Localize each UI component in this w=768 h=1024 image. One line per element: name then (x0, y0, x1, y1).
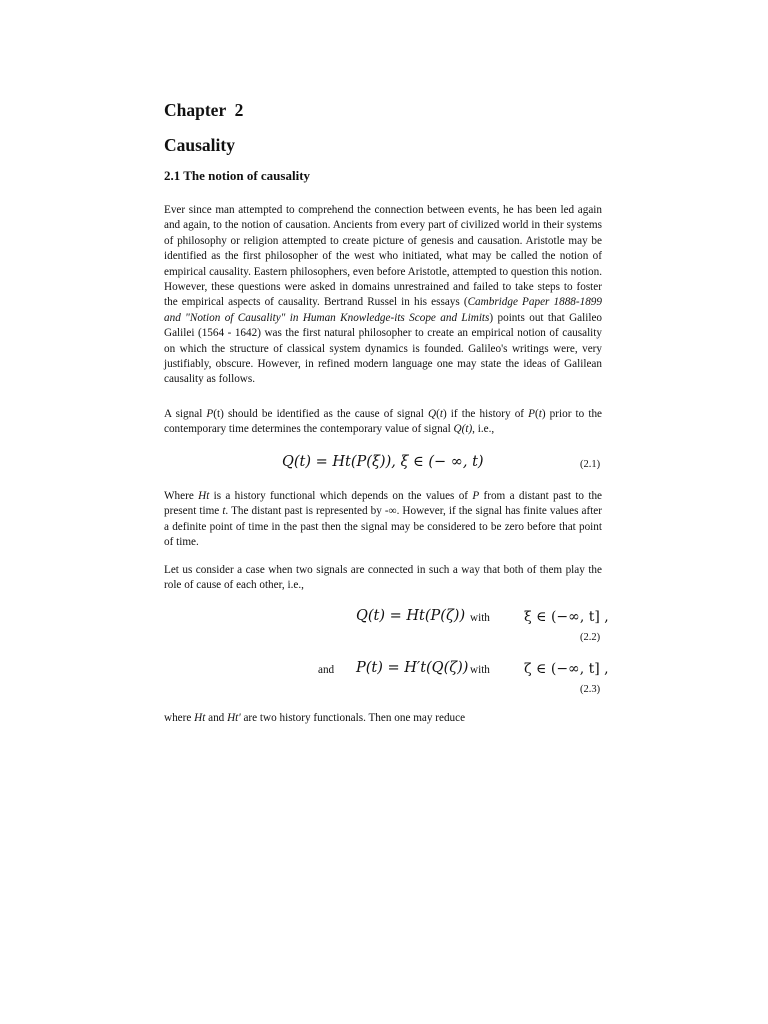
equation-2-3: P(t) = H′t(Q(ζ)) (356, 660, 469, 676)
paragraph-text: are two history functionals. Then one may reduce (240, 712, 466, 724)
paragraph-text: ) prior to the contemporary time determines the contemporary value of signal (164, 408, 603, 436)
paragraph-text: is a history functional which depends on the values of (209, 490, 473, 502)
paragraph-text: ) points out that Galileo Galilei (1564 - 1642) was the first natural philosopher to create an empirical notion of causality on which the structure of classical system dynamics is founded. Galileo's writings were, very justifiably, obscure. However, in refined modern language one may state the ideas of Galilean causality as follows. (164, 311, 603, 386)
var-t: t (538, 408, 542, 420)
paragraph-text: and (205, 712, 228, 724)
equation-number-2-1: (2.1) (580, 459, 601, 470)
chapter-heading: Chapter 2 (164, 100, 244, 120)
paragraph-text: from a distant past to the present time (164, 490, 603, 518)
equation-2-1: Q(t) = Ht(P(ξ)), ξ ∈ (− ∞, t) (282, 454, 484, 470)
var-Qt: Q(t) (453, 423, 473, 436)
var-t: t (439, 408, 443, 420)
section-heading: Causality (164, 135, 235, 155)
var-P: P (472, 490, 480, 502)
paragraph-text: Ever since man attempted to comprehend the connection between events, he has been led again and again, to the notion of causation. Ancients from every part of civilized world in their systems of philosophy or religion attempted to create picture of genesis and causation. Aristotle may be identified as the first philosopher of the west who initiated, what may be called the notion of empirical causality. Eastern philosophers, even before Aristotle, attempted to question this notion. However, these questions were asked in domains unrestrained and failed to take steps to foster the empirical aspects of causality. Bertrand Russel in his essays ( (164, 204, 602, 309)
var-Ht: Ht (194, 712, 206, 724)
paragraph-signal-definition (164, 407, 602, 438)
paragraph-text: , i.e., (472, 423, 495, 436)
paragraph-text: ( (436, 408, 440, 420)
paragraph-text: A signal (164, 408, 207, 420)
var-t: t (222, 505, 226, 518)
var-P: P (206, 408, 214, 420)
paragraph-text: ) if the history of (442, 408, 529, 420)
paragraph-text: (t) should be identified as the cause of signal (213, 408, 428, 420)
paragraph-text: . The distant past is represented by -∞. However, if the signal has finite values after a definite point of time in the past then the signal may be considered to be zero before that point of time. (164, 505, 602, 549)
paragraph-mutual-causes: Let us consider a case when two signals are connected in such a way that both of them play the role of cause of each other, i.e., (164, 564, 602, 592)
equation-number-2-3: (2.3) (580, 684, 601, 695)
paragraph-two-functionals (164, 711, 602, 726)
var-P: P (528, 408, 535, 420)
var-Q: Q (428, 408, 437, 420)
equation-with-label: with (470, 612, 490, 624)
subsection-heading: 2.1 The notion of causality (164, 168, 311, 183)
equation-2-3-domain: ζ ∈ (−∞, t] , (524, 661, 609, 677)
paragraph-text: where (164, 712, 195, 724)
var-Ht-prime: Ht' (227, 712, 241, 724)
paragraph-text: Where (164, 490, 199, 502)
paragraph-history-functional (164, 489, 602, 551)
equation-with-label: with (470, 664, 490, 676)
paragraph-causality-history (164, 203, 602, 388)
equation-2-2: Q(t) = Ht(P(ζ)) (356, 608, 466, 624)
var-Ht: Ht (198, 490, 210, 502)
equation-number-2-2: (2.2) (580, 632, 601, 643)
citation: Cambridge Paper 1888-1899 and "Notion of Causality" in Human Knowledge-its Scope and Limits (164, 296, 602, 324)
equation-and-label: and (318, 664, 335, 676)
paragraph-text: ( (534, 408, 539, 420)
equation-2-2-domain: ξ ∈ (−∞, t] , (524, 609, 609, 625)
